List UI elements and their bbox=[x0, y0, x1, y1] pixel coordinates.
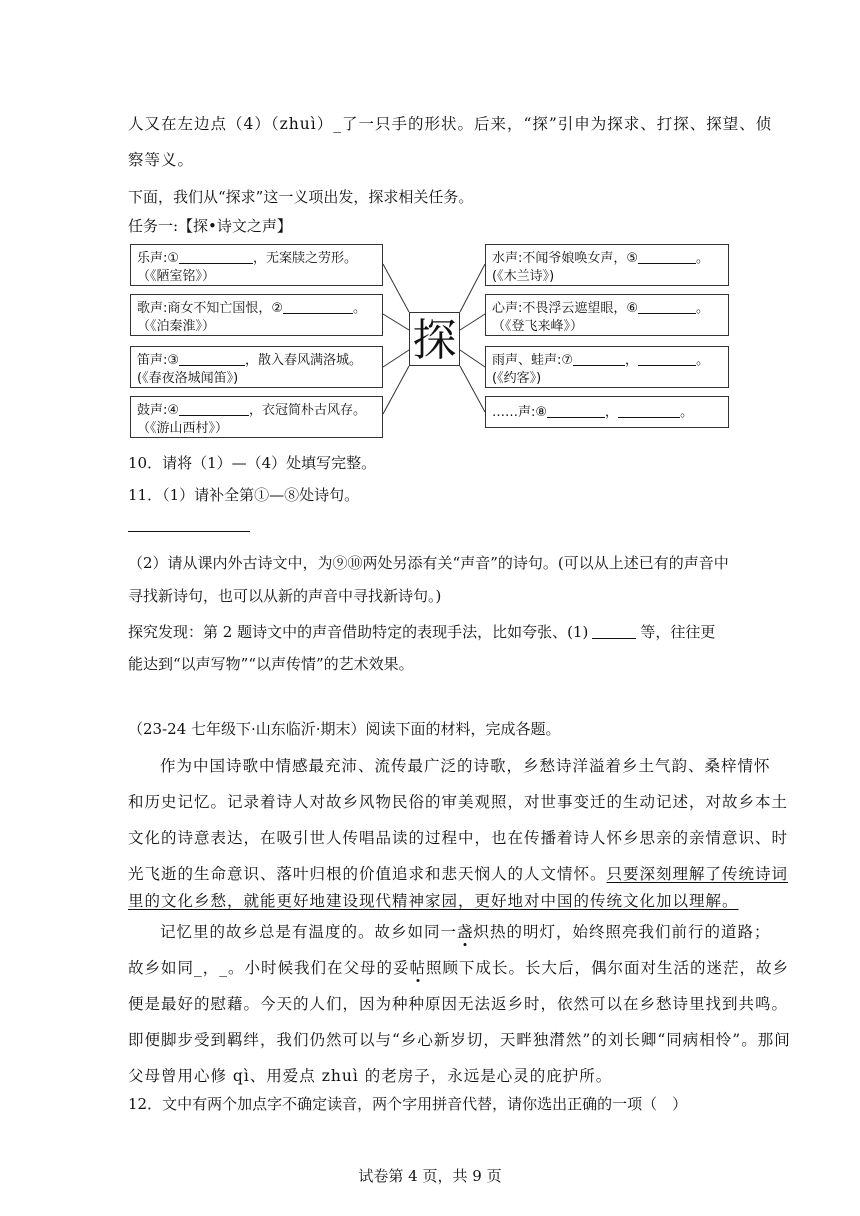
blank-4[interactable] bbox=[179, 401, 249, 416]
right-box-2-source: （《登飞来峰》） bbox=[492, 319, 584, 334]
question-12: 12．文中有两个加点字不确定读音，两个字用拼音代替，请你选出正确的一项（ ） bbox=[128, 1095, 688, 1113]
left-box-3-pre: 笛声:③ bbox=[137, 353, 180, 368]
passage-p1-l4 bbox=[128, 862, 788, 884]
left-box-1-post: ，无案牍之劳形。 bbox=[253, 251, 358, 266]
right-box-1 bbox=[485, 244, 729, 286]
passage-p2-l3: 便是最好的慰藉。今天的人们，因为种种原因无法返乡时，依然可以在乡愁诗里找到共鸣。 bbox=[128, 995, 789, 1013]
question-11-2-line1: （2）请从课内外古诗文中，为⑨⑩两处另添有关“声音”的诗句。(可以从上述已有的声音中 bbox=[128, 554, 729, 572]
left-box-4-post: ，衣冠简朴古风存。 bbox=[249, 403, 367, 418]
passage-p2-l2 bbox=[128, 956, 789, 978]
right-box-3-mid: ， bbox=[625, 353, 639, 368]
diagram-connectors bbox=[0, 0, 860, 460]
right-box-2-post: 。 bbox=[696, 301, 710, 316]
answer-line[interactable] bbox=[128, 531, 250, 532]
discovery-blank[interactable] bbox=[592, 624, 636, 639]
task1-title: 任务一:【探•诗文之声】 bbox=[128, 217, 292, 235]
left-box-4 bbox=[130, 396, 383, 438]
passage-p2-l2-a: 故乡如同_，_。小时候我们在父母的妥 bbox=[128, 959, 410, 977]
blank-8b[interactable] bbox=[618, 403, 680, 418]
center-character: 探 bbox=[412, 315, 457, 366]
passage-underlined-2: 里的文化乡愁，就能更好地建设现代精神家园，更好地对中国的传统文化加以理解。 bbox=[128, 892, 739, 910]
right-box-3-pre: 雨声、蛙声:⑦ bbox=[492, 353, 574, 368]
passage-p2-l4: 即便脚步受到羁绊，我们仍然可以与“乡心新岁切，天畔独潸然”的刘长卿“同病相怜”。那间 bbox=[128, 1031, 791, 1049]
center-character-box bbox=[409, 312, 460, 366]
left-box-4-source: （《游山西村》） bbox=[137, 421, 229, 436]
blank-7a[interactable] bbox=[573, 351, 625, 366]
right-box-1-pre: 水声:不闻爷娘唤女声，⑤ bbox=[492, 251, 639, 266]
passage-p2-l2-b: 照顾下成长。长大后，偶尔面对生活的迷茫，故乡 bbox=[426, 959, 790, 977]
left-box-2-source: （《泊秦淮》） bbox=[137, 319, 216, 334]
right-box-2-pre: 心声:不畏浮云遮望眼，⑥ bbox=[492, 301, 639, 316]
para-top-line1: 人又在左边点（4）（zhuì）_了一只手的形状。后来，“探”引申为探求、打探、探望、侦 bbox=[128, 115, 773, 133]
left-box-3-source: (《春夜洛城闻笛》) bbox=[137, 371, 239, 386]
passage-p2-l5: 父母曾用心修 qì、用爱点 zhuì 的老房子，永远是心灵的庇护所。 bbox=[128, 1067, 613, 1085]
right-box-3-source: (《约客》) bbox=[492, 371, 542, 386]
question-10: 10．请将（1）—（4）处填写完整。 bbox=[128, 454, 377, 472]
left-box-4-pre: 鼓声:④ bbox=[137, 403, 180, 418]
passage-underlined-1: 只要深刻理解了传统诗词 bbox=[606, 865, 789, 883]
left-box-2-pre: 歌声:商女不知亡国恨，② bbox=[137, 301, 284, 316]
right-box-1-source: (《木兰诗》) bbox=[492, 269, 555, 284]
passage-p2-l1 bbox=[160, 920, 771, 942]
discovery-line1 bbox=[128, 621, 715, 642]
passage-p1-l1: 作为中国诗歌中情感最充沛、流传最广泛的诗歌，乡愁诗洋溢着乡土气韵、桑梓情怀 bbox=[160, 757, 771, 775]
right-box-4-mid: ， bbox=[605, 405, 619, 420]
passage-p1-l2: 和历史记忆。记录着诗人对故乡风物民俗的审美观照，对世事变迁的生动记述，对故乡本土 bbox=[128, 793, 789, 811]
passage-p2-l1-b: 炽热的明灯，始终照亮我们前行的道路； bbox=[473, 923, 771, 941]
intro-text: 下面，我们从“探求”这一义项出发，探求相关任务。 bbox=[128, 188, 474, 206]
right-box-2 bbox=[485, 294, 729, 336]
right-box-4-pre: ……声:⑧ bbox=[492, 405, 548, 420]
blank-6[interactable] bbox=[638, 299, 696, 314]
passage-p1-l4-a: 光飞逝的生命意识、落叶归根的价值追求和悲天悯人的人文情怀。 bbox=[128, 865, 607, 883]
page-footer: 试卷第 4 页，共 9 页 bbox=[358, 1167, 502, 1185]
left-box-1 bbox=[130, 244, 383, 286]
blank-7b[interactable] bbox=[638, 351, 696, 366]
question-11-2-line2: 寻找新诗句，也可以从新的声音中寻找新诗句。) bbox=[128, 587, 442, 605]
right-box-3 bbox=[485, 346, 729, 388]
discovery-line2: 能达到“以声写物”“以声传情”的艺术效果。 bbox=[128, 655, 414, 673]
section2-header: （23-24 七年级下·山东临沂·期末）阅读下面的材料，完成各题。 bbox=[128, 720, 561, 738]
right-box-4 bbox=[485, 396, 729, 428]
left-box-1-pre: 乐声:① bbox=[137, 251, 180, 266]
left-box-2-post: 。 bbox=[353, 301, 367, 316]
discovery-line1-a: 探究发现：第 2 题诗文中的声音借助特定的表现手法，比如夸张、(1) bbox=[128, 623, 589, 641]
dotted-char-2: 帖 bbox=[409, 959, 427, 977]
blank-2[interactable] bbox=[283, 299, 353, 314]
passage-p1-l3: 文化的诗意表达，在吸引世人传唱品读的过程中，也在传播着诗人怀乡思亲的亲情意识、时 bbox=[128, 829, 789, 847]
para-top-line2: 察等义。 bbox=[128, 151, 195, 169]
left-box-2 bbox=[130, 294, 383, 336]
left-box-3-post: ，散入春风满洛城。 bbox=[245, 353, 363, 368]
right-box-1-post: 。 bbox=[696, 251, 710, 266]
right-box-4-post: 。 bbox=[680, 405, 694, 420]
dotted-char-1: 盏 bbox=[457, 923, 474, 941]
right-box-3-post: 。 bbox=[696, 353, 710, 368]
question-11: 11．（1）请补全第①—⑧处诗句。 bbox=[128, 486, 360, 504]
blank-1[interactable] bbox=[179, 249, 253, 264]
left-box-1-source: （《陋室铭》） bbox=[137, 269, 216, 284]
blank-8a[interactable] bbox=[547, 403, 605, 418]
passage-p2-l1-a: 记忆里的故乡总是有温度的。故乡如同一 bbox=[160, 923, 458, 941]
discovery-line1-b: 等，往往更 bbox=[640, 623, 716, 641]
blank-3[interactable] bbox=[179, 351, 245, 366]
blank-5[interactable] bbox=[638, 249, 696, 264]
left-box-3 bbox=[130, 346, 383, 388]
